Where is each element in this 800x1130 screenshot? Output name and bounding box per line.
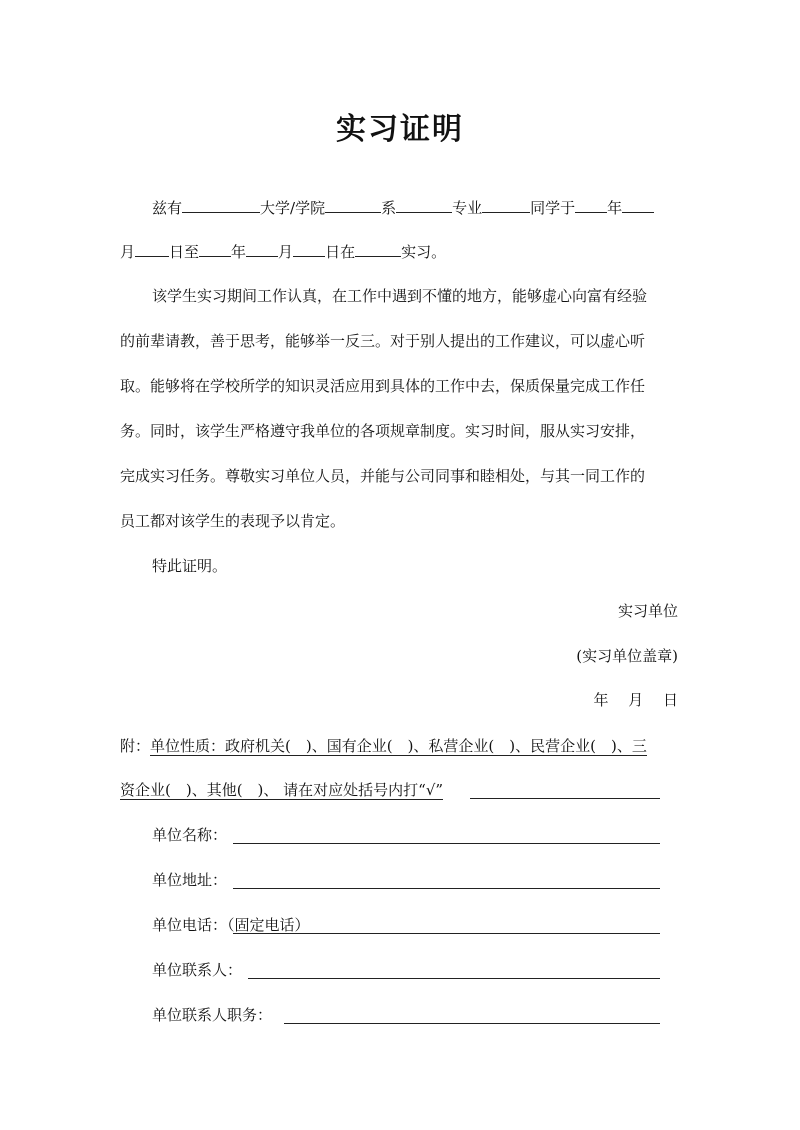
signature-seal: (实习单位盖章) (576, 647, 678, 665)
unit-phone-label-text: 单位电话： (152, 916, 228, 934)
unit-name-label: 单位名称： (152, 826, 228, 844)
internship-unit-blank[interactable] (355, 240, 401, 257)
body-line: 务。同时，该学生严格遵守我单位的各项规章制度。实习时间，服从实习安排， (120, 422, 646, 440)
body-line: 完成实习任务。尊敬实习单位人员，并能与公司同事和睦相处，与其一同工作的 (120, 467, 646, 485)
unit-name-field[interactable] (233, 843, 660, 844)
body-line: 该学生实习期间工作认真，在工作中遇到不懂的地方，能够虚心向富有经验 (152, 287, 648, 305)
unit-phone-label (152, 915, 310, 935)
end-day-blank[interactable] (293, 240, 325, 257)
intro-text: 系 (381, 199, 397, 217)
appendix-line-tail (470, 798, 660, 799)
intro-text: 专业 (452, 199, 483, 217)
intro-text: 同学于 (530, 199, 576, 217)
unit-phone-field[interactable] (233, 933, 660, 934)
intro-text: 兹有 (152, 199, 183, 217)
end-month-blank[interactable] (246, 240, 278, 257)
signature-date: 年 月 日 (593, 691, 678, 709)
intro-line-2 (120, 240, 446, 262)
intro-text: 日至 (169, 243, 200, 261)
unit-contact-label: 单位联系人： (152, 961, 243, 979)
intro-text: 日在 (325, 243, 356, 261)
intro-line-1 (152, 196, 654, 218)
body-line: 取。能够将在学校所学的知识灵活应用到具体的工作中去，保质保量完成工作任 (120, 377, 646, 395)
unit-contact-title-label: 单位联系人职务： (152, 1006, 273, 1024)
closing-text: 特此证明。 (152, 557, 228, 575)
department-blank[interactable] (325, 196, 381, 213)
intro-text: 月 (278, 243, 294, 261)
body-line: 的前辈请教，善于思考，能够举一反三。对于别人提出的工作建议，可以虚心听 (120, 332, 646, 350)
start-month-blank[interactable] (622, 196, 654, 213)
appendix-prefix: 附： (120, 737, 151, 755)
signature-unit: 实习单位 (617, 602, 678, 620)
unit-type-options[interactable]: 单位性质：政府机关( )、国有企业( )、私营企业( )、民营企业( )、三 (150, 737, 647, 755)
major-blank[interactable] (396, 196, 452, 213)
body-line: 员工都对该学生的表现予以肯定。 (120, 512, 346, 530)
unit-contact-title-field[interactable] (284, 1023, 660, 1024)
end-year-blank[interactable] (199, 240, 231, 257)
unit-contact-field[interactable] (248, 978, 660, 979)
unit-address-field[interactable] (233, 888, 660, 889)
student-name-blank[interactable] (482, 196, 530, 213)
start-year-blank[interactable] (575, 196, 607, 213)
intro-text: 年 (607, 199, 623, 217)
unit-address-label: 单位地址： (152, 871, 228, 889)
appendix-line-2 (120, 780, 443, 800)
start-day-blank[interactable] (135, 240, 169, 257)
intro-text: 月 (120, 243, 136, 261)
university-blank[interactable] (182, 196, 260, 213)
unit-phone-hint: （固定电话） (227, 916, 310, 934)
unit-type-options-cont[interactable]: 资企业( )、其他( )、 请在对应处括号内打“√” (120, 781, 444, 799)
intro-text: 年 (231, 243, 247, 261)
intro-text: 大学/学院 (260, 199, 326, 217)
intro-text: 实习。 (401, 243, 447, 261)
appendix-line-1 (120, 736, 647, 756)
document-title: 实习证明 (336, 112, 464, 147)
